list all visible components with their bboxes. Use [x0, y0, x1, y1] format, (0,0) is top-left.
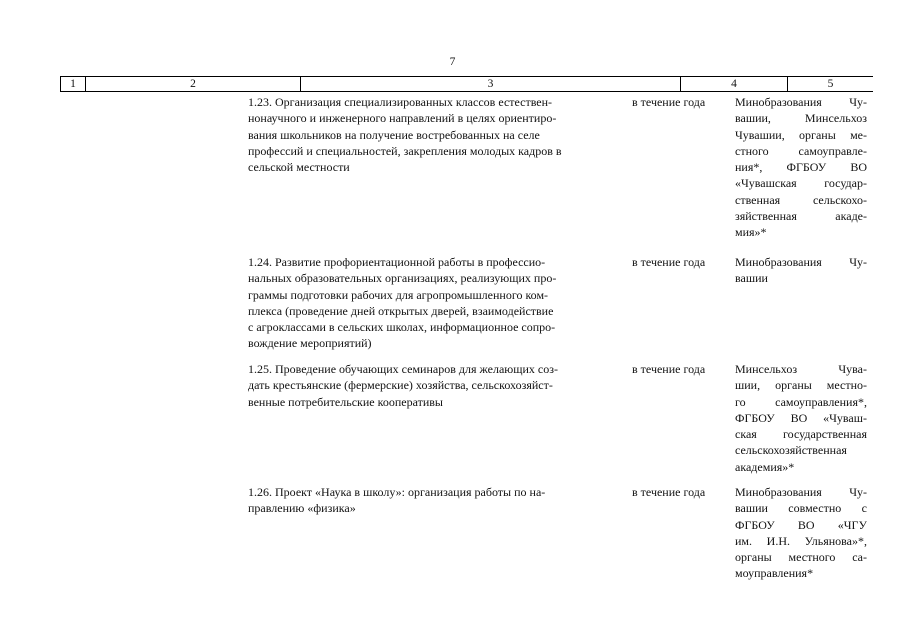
column-number-1: 1: [60, 77, 86, 91]
measure-term: в течение года: [632, 255, 706, 269]
column-number-5: 5: [827, 78, 834, 90]
table-header: [60, 76, 873, 92]
measure-description: 1.23. Организация специализированных классов естествен- нонаучного и инженерного направлений в целях ориентиро- вания школьников на получение востребованных на селе профессий и специальностей, закрепления молодых кадров в сельской местности: [248, 95, 562, 175]
column-number-3: 3: [301, 77, 681, 91]
measure-responsible: Минобразования Чу- вашии: [735, 255, 867, 286]
measure-description: 1.25. Проведение обучающих семинаров для желающих соз- дать крестьянские (фермерские) хозяйства, сельскохозяйст- венные потребительские кооперативы: [248, 362, 558, 409]
measure-description: 1.24. Развитие профориентационной работы в профессио- нальных образовательных организациях, реализующих про- граммы подготовки рабочих для агропромышленного ком- плекса (проведение дней открытых дверей, взаимодействие с агроклассами в сельских школах, информационное сопро- вождение мероприятий): [248, 255, 557, 351]
measure-responsible: Минобразования Чу- вашии, Минсельхоз Чувашии, органы ме- стного самоуправле- ния*, ФГБОУ ВО «Чувашская государ- ственная сельскохо- зяйственная акаде- мия»*: [735, 95, 867, 240]
measure-responsible: Минсельхоз Чува- шии, органы местно- го самоуправления*, ФГБОУ ВО «Чуваш- ская государственная сельскохозяйственная академия»*: [735, 362, 867, 474]
page-number: 7: [449, 56, 456, 68]
measure-term: в течение года: [632, 95, 706, 109]
measure-term: в течение года: [632, 362, 706, 376]
measure-term: в течение года: [632, 485, 706, 499]
measure-description: 1.26. Проект «Наука в школу»: организация работы по на- правлению «физика»: [248, 485, 546, 516]
column-number-2: 2: [86, 77, 301, 91]
measure-responsible: Минобразования Чу- вашии совместно с ФГБОУ ВО «ЧГУ им. И.Н. Ульянова»*, органы местного са- моуправления*: [735, 485, 867, 581]
column-number-4: 4: [681, 77, 788, 91]
